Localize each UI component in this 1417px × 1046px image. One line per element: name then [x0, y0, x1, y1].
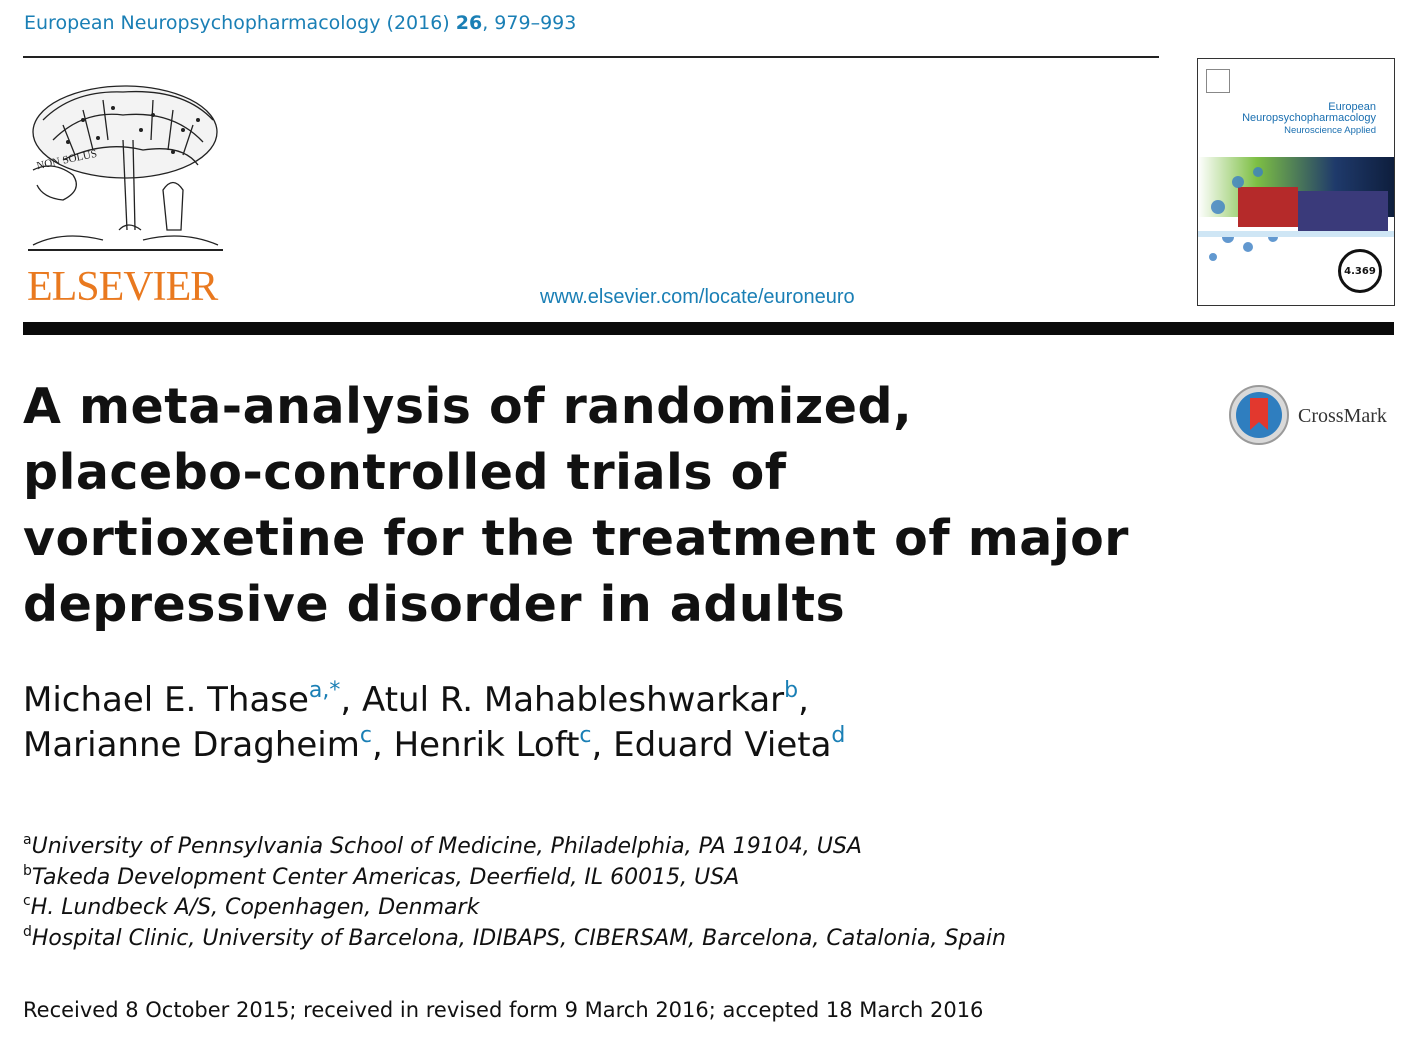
- elsevier-logo[interactable]: [23, 80, 227, 310]
- crossmark-button[interactable]: [1228, 384, 1398, 446]
- affiliation-key: c: [23, 893, 31, 909]
- author-affiliation-marker[interactable]: d: [831, 723, 846, 748]
- impact-factor-badge: 4.369: [1338, 249, 1382, 293]
- received-dates: Received 8 October 2015; received in revised form 9 March 2016; accepted 18 March 2016: [23, 998, 984, 1022]
- journal-name: European Neuropsychopharmacology: [24, 12, 381, 34]
- journal-volume: 26: [455, 12, 483, 34]
- cover-elsevier-badge-icon: [1206, 69, 1230, 93]
- author-affiliation-marker[interactable]: c: [579, 723, 592, 748]
- masthead-bar: [23, 322, 1394, 335]
- affiliation-list: [23, 832, 1223, 954]
- article-title: A meta-analysis of randomized, placebo-controlled trials of vortioxetine for the treatment of major depressive disorder in adults: [23, 378, 1129, 633]
- author-affiliation-marker[interactable]: c: [359, 723, 372, 748]
- journal-url-link[interactable]: www.elsevier.com/locate/euroneuro: [540, 286, 855, 308]
- crossmark-label: CrossMark: [1298, 405, 1387, 427]
- author-name: Michael E. Thase: [23, 680, 309, 720]
- crossmark-icon: [1228, 384, 1290, 446]
- author-separator: ,: [798, 680, 809, 720]
- journal-year: (2016): [386, 12, 450, 34]
- cover-subtitle: Neuroscience Applied: [1284, 125, 1376, 136]
- author-name: Atul R. Mahableshwarkar: [362, 680, 785, 720]
- affiliation-key: d: [23, 923, 32, 940]
- journal-cover[interactable]: [1197, 58, 1395, 306]
- author-separator: ,: [591, 725, 614, 765]
- elsevier-tree-icon: [23, 80, 227, 260]
- affiliation-key: a: [23, 832, 32, 848]
- author-name: Marianne Dragheim: [23, 725, 360, 765]
- affiliation-item: [23, 893, 1223, 924]
- affiliation-text: Takeda Development Center Americas, Deerfield, IL 60015, USA: [31, 864, 740, 890]
- author-name: Henrik Loft: [393, 725, 580, 765]
- author-affiliation-marker[interactable]: a,*: [308, 678, 341, 703]
- affiliation-item: [23, 832, 1223, 863]
- affiliation-key: b: [23, 862, 32, 879]
- cover-title-line2: Neuropsychopharmacology: [1242, 112, 1376, 124]
- journal-citation: [24, 12, 576, 34]
- journal-pages: , 979–993: [482, 12, 577, 34]
- author-separator: ,: [340, 680, 363, 720]
- affiliation-item: [23, 863, 1223, 894]
- publisher-name: ELSEVIER: [27, 264, 218, 310]
- affiliation-item: [23, 924, 1223, 955]
- author-list: [23, 678, 1123, 768]
- affiliation-text: University of Pennsylvania School of Medicine, Philadelphia, PA 19104, USA: [31, 834, 862, 859]
- publisher-motto: NON SOLUS: [35, 147, 99, 173]
- header-divider: [23, 56, 1159, 58]
- author-separator: ,: [371, 725, 394, 765]
- cover-title-line1: European: [1328, 101, 1376, 113]
- affiliation-text: H. Lundbeck A/S, Copenhagen, Denmark: [30, 895, 480, 920]
- author-affiliation-marker[interactable]: b: [784, 678, 799, 703]
- affiliation-text: Hospital Clinic, University of Barcelona, IDIBAPS, CIBERSAM, Barcelona, Catalonia, Spain: [31, 925, 1006, 951]
- author-name: Eduard Vieta: [613, 725, 832, 765]
